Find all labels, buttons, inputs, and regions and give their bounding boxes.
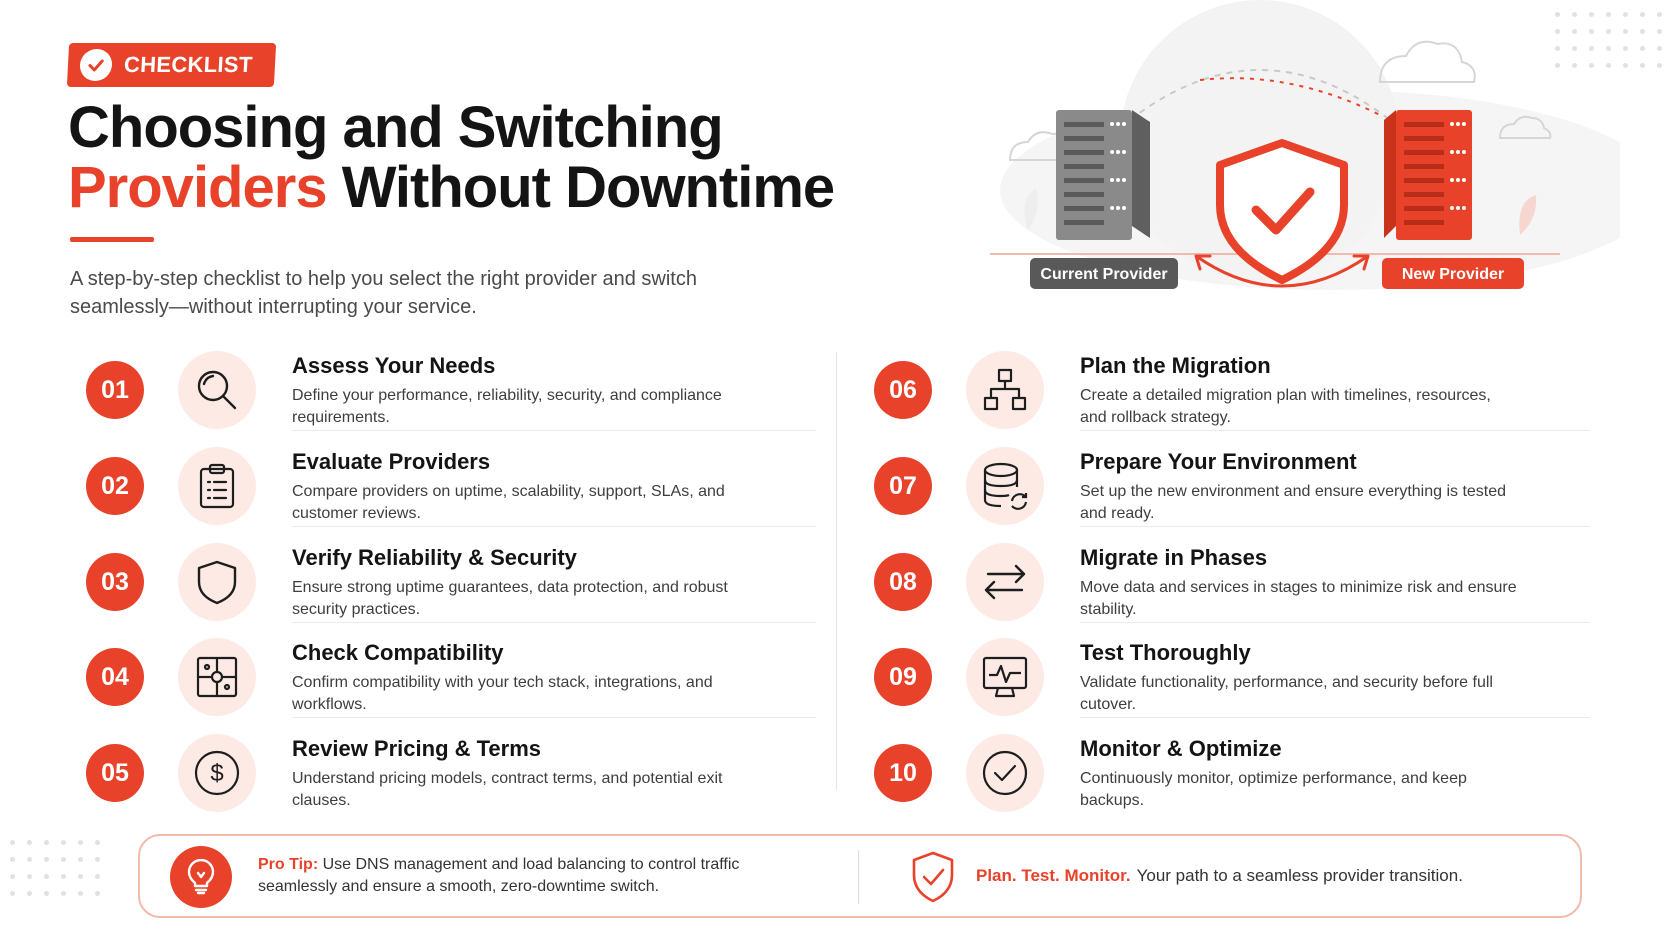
step-title: Check Compatibility (292, 640, 504, 665)
step-number: 09 (874, 648, 932, 706)
step-description: Move data and services in stages to minimize risk and ensure stability. (1080, 579, 1517, 618)
step-title: Monitor & Optimize (1080, 736, 1282, 761)
lightbulb-icon (170, 846, 232, 908)
checklist-badge (67, 43, 276, 87)
step-item (86, 716, 816, 812)
footer-divider (858, 850, 859, 904)
slogan-label: Plan. Test. Monitor. (976, 866, 1131, 885)
step-title: Evaluate Providers (292, 449, 491, 474)
svg-text:$: $ (210, 760, 224, 787)
server-icon-current (1056, 110, 1150, 240)
step-description: Compare providers on uptime, scalability, support, SLAs, and customer reviews. (292, 483, 725, 522)
step-title: Prepare Your Environment (1080, 449, 1357, 474)
database-sync-icon (966, 447, 1044, 525)
puzzle-icon (178, 638, 256, 716)
step-description: Continuously monitor, optimize performance, and keep backups. (1080, 770, 1467, 809)
step-description: Set up the new environment and ensure everything is tested and ready. (1080, 483, 1507, 522)
swap-arrows-icon (966, 543, 1044, 621)
step-title: Assess Your Needs (292, 353, 496, 378)
check-circle-icon (966, 734, 1044, 812)
step-title: Verify Reliability & Security (292, 545, 577, 570)
step-description: Understand pricing models, contract terms, and potential exit clauses. (292, 770, 723, 809)
footer-banner (138, 834, 1582, 918)
step-item (86, 620, 816, 716)
step-number: 01 (86, 361, 144, 419)
page-subtitle: A step-by-step checklist to help you select the right provider and switch seamlessly—without interrupting your service. (70, 268, 697, 318)
clipboard-icon (178, 447, 256, 525)
search-icon (178, 351, 256, 429)
step-title: Migrate in Phases (1080, 545, 1268, 570)
step-number: 02 (86, 457, 144, 515)
step-number: 05 (86, 744, 144, 802)
dollar-icon (178, 734, 256, 812)
step-item (86, 429, 816, 525)
step-item (874, 716, 1590, 812)
decorative-dots-bottom-left (10, 840, 100, 896)
step-title: Test Thoroughly (1080, 640, 1251, 665)
step-number: 08 (874, 553, 932, 611)
step-title: Review Pricing & Terms (292, 736, 542, 761)
slogan-text: Your path to a seamless provider transition. (1136, 866, 1463, 885)
current-provider-label: Current Provider (1040, 266, 1168, 283)
step-number: 07 (874, 457, 932, 515)
new-provider-label: New Provider (1401, 266, 1505, 283)
step-description: Confirm compatibility with your tech stack, integrations, and workflows. (292, 674, 713, 713)
hierarchy-icon (966, 351, 1044, 429)
title-line-2 (68, 155, 835, 220)
title-accent: Providers (68, 155, 327, 220)
check-circle-icon (79, 49, 113, 81)
step-number: 03 (86, 553, 144, 611)
step-item (86, 333, 816, 429)
column-divider (836, 352, 837, 790)
step-title: Plan the Migration (1080, 353, 1271, 378)
step-item (874, 620, 1590, 716)
step-number: 06 (874, 361, 932, 419)
step-item (874, 333, 1590, 429)
step-item (86, 525, 816, 621)
server-icon-new (1384, 110, 1472, 240)
pro-tip-label: Pro Tip: (258, 856, 319, 873)
step-description: Create a detailed migration plan with timelines, resources, and rollback strategy. (1080, 387, 1491, 426)
title-rest: Without Downtime (326, 155, 835, 220)
title-underline (70, 237, 154, 242)
step-item (874, 525, 1590, 621)
shield-check-icon (910, 850, 956, 909)
hero-illustration (960, 0, 1620, 300)
step-number: 10 (874, 744, 932, 802)
shield-icon (178, 543, 256, 621)
monitor-pulse-icon (966, 638, 1044, 716)
pro-tip (258, 854, 818, 898)
badge-label: CHECKLIST (123, 52, 254, 77)
footer-slogan (976, 866, 1463, 886)
step-number: 04 (86, 648, 144, 706)
step-description: Define your performance, reliability, security, and compliance requirements. (292, 387, 722, 426)
pro-tip-text: Use DNS management and load balancing to control traffic seamlessly and ensure a smooth, zero-downtime switch. (258, 856, 740, 895)
title-line-1: Choosing and Switching (68, 95, 723, 160)
step-description: Validate functionality, performance, and security before full cutover. (1080, 674, 1493, 713)
step-description: Ensure strong uptime guarantees, data protection, and robust security practices. (292, 579, 728, 618)
page-title (68, 95, 835, 220)
step-item (874, 429, 1590, 525)
